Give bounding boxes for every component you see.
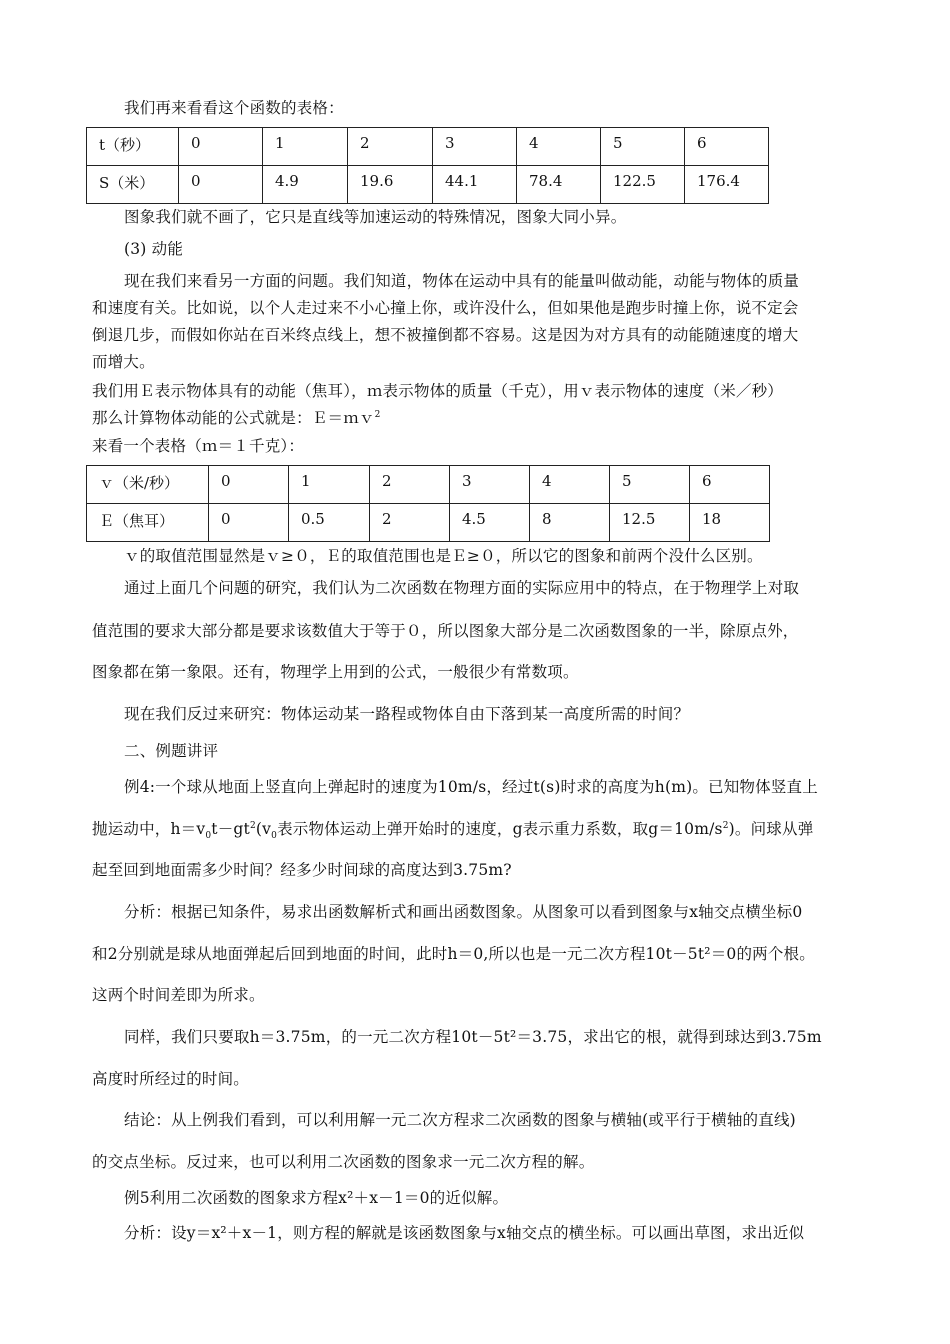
table-cell: 4.5 xyxy=(450,504,530,542)
table-cell: 4 xyxy=(530,466,610,504)
superscript: 2 xyxy=(249,820,256,831)
table-row xyxy=(87,166,769,204)
table-cell: 12.5 xyxy=(610,504,690,542)
section-heading: (3) 动能 xyxy=(124,240,184,258)
formula-exponent: 2 xyxy=(374,409,381,420)
paragraph-line: 值范围的要求大部分都是要求该数值大于等于０，所以图象大部分是二次函数图象的一半，除原点外， xyxy=(92,622,799,640)
kinetic-energy-formula: Ｅ＝ｍｖ xyxy=(311,409,375,427)
table-cell: 44.1 xyxy=(433,166,517,204)
table-cell: 2 xyxy=(370,466,450,504)
subscript: 0 xyxy=(271,831,278,842)
table-cell: 19.6 xyxy=(348,166,433,204)
table-row xyxy=(87,128,769,166)
analysis5: 分析：设y＝x²＋x－1，则方程的解就是该函数图象与x轴交点的横坐标。可以画出草图，求出近似 xyxy=(124,1224,805,1242)
paragraph-line: 同样，我们只要取h＝3.75m，的一元二次方程10t－5t²＝3.75，求出它的根，就得到球达到3.75m xyxy=(124,1028,822,1046)
table-cell: 1 xyxy=(289,466,370,504)
paragraph-line: 通过上面几个问题的研究，我们认为二次函数在物理方面的实际应用中的特点，在于物理学上对取 xyxy=(124,579,800,597)
paragraph-line: 这两个时间差即为所求。 xyxy=(92,986,265,1004)
paragraph-line: 的交点坐标。反过来，也可以利用二次函数的图象求一元二次方程的解。 xyxy=(92,1153,595,1171)
table-cell: 6 xyxy=(685,128,769,166)
example4-line: 起至回到地面需多少时间？经多少时间球的高度达到3.75m? xyxy=(92,861,512,879)
table-cell: 5 xyxy=(601,128,685,166)
table-cell: 0 xyxy=(209,466,289,504)
formula-prefix: 那么计算物体动能的公式就是： xyxy=(92,409,312,427)
table-cell: 8 xyxy=(530,504,610,542)
paragraph-line: 分析：根据已知条件，易求出函数解析式和画出函数图象。从图象可以看到图象与x轴交点横坐标0 xyxy=(124,903,803,921)
paragraph: ｖ的取值范围显然是ｖ≥０，Ｅ的取值范围也是Ｅ≥０，所以它的图象和前两个没什么区别。 xyxy=(124,547,763,565)
example4-line: 例4:一个球从地面上竖直向上弹起时的速度为10m/s，经过t(s)时求的高度为h(m)。已知物体竖直上 xyxy=(124,778,818,796)
table-cell: 0.5 xyxy=(289,504,370,542)
table2-caption: 来看一个表格（ｍ＝１千克）： xyxy=(92,437,305,455)
paragraph-line: 结论：从上例我们看到，可以利用解一元二次方程求二次函数的图象与横轴(或平行于横轴的直线) xyxy=(124,1111,796,1129)
table-cell: 0 xyxy=(179,166,263,204)
table1-caption: 我们再来看看这个函数的表格： xyxy=(124,99,344,117)
paragraph: 图象我们就不画了，它只是直线等加速运动的特殊情况，图象大同小异。 xyxy=(124,208,627,226)
table-cell: 6 xyxy=(690,466,770,504)
text-run: (v xyxy=(255,820,272,838)
paragraph: 现在我们反过来研究：物体运动某一路程或物体自由下落到某一高度所需的时间？ xyxy=(124,705,690,723)
table-cell: 5 xyxy=(610,466,690,504)
example4-line xyxy=(92,819,814,842)
table-cell: S（米） xyxy=(87,166,179,204)
table-cell: 4.9 xyxy=(263,166,348,204)
paragraph-line: 和2分别就是球从地面弹起后回到地面的时间，此时h＝0,所以也是一元二次方程10t－5t²＝0的两个根。 xyxy=(92,945,815,963)
paragraph-line: 而增大。 xyxy=(92,353,155,371)
section-heading: 二、例题讲评 xyxy=(124,742,219,760)
paragraph-line: 图象都在第一象限。还有，物理学上用到的公式，一般很少有常数项。 xyxy=(92,663,579,681)
table-time-distance xyxy=(86,127,769,204)
example5: 例5利用二次函数的图象求方程x²＋x－1＝0的近似解。 xyxy=(124,1189,509,1207)
table-cell: ｖ（米/秒） xyxy=(87,466,209,504)
table-cell: 18 xyxy=(690,504,770,542)
paragraph-line: 高度时所经过的时间。 xyxy=(92,1070,250,1088)
table-cell: 4 xyxy=(517,128,601,166)
table-cell: 3 xyxy=(433,128,517,166)
table-cell: 2 xyxy=(370,504,450,542)
table-cell: 0 xyxy=(209,504,289,542)
table-cell: 176.4 xyxy=(685,166,769,204)
table-cell: t（秒） xyxy=(87,128,179,166)
superscript: 2 xyxy=(722,820,729,831)
table-row xyxy=(87,504,770,542)
table-velocity-energy xyxy=(86,465,770,542)
text-run: )。问球从弹 xyxy=(728,820,814,838)
text-run: 表示物体运动上弹开始时的速度，g表示重力系数，取g＝10m/s xyxy=(277,820,723,838)
table-cell: Ｅ（焦耳） xyxy=(87,504,209,542)
table-cell: 3 xyxy=(450,466,530,504)
paragraph-line: 我们用Ｅ表示物体具有的动能（焦耳），ｍ表示物体的质量（千克），用ｖ表示物体的速度（米／秒） xyxy=(92,382,784,400)
formula-line xyxy=(92,408,381,428)
text-run: t－gt xyxy=(211,820,250,838)
paragraph-line: 倒退几步，而假如你站在百米终点线上，想不被撞倒都不容易。这是因为对方具有的动能随速度的增大 xyxy=(92,326,799,344)
paragraph-line: 和速度有关。比如说，以个人走过来不小心撞上你，或许没什么，但如果他是跑步时撞上你，说不定会 xyxy=(92,299,799,317)
table-row xyxy=(87,466,770,504)
paragraph-line: 现在我们来看另一方面的问题。我们知道，物体在运动中具有的能量叫做动能，动能与物体的质量 xyxy=(124,272,800,290)
subscript: 0 xyxy=(205,831,212,842)
table-cell: 2 xyxy=(348,128,433,166)
table-cell: 78.4 xyxy=(517,166,601,204)
text-run: 抛运动中，h＝v xyxy=(92,820,206,838)
table-cell: 1 xyxy=(263,128,348,166)
table-cell: 122.5 xyxy=(601,166,685,204)
table-cell: 0 xyxy=(179,128,263,166)
